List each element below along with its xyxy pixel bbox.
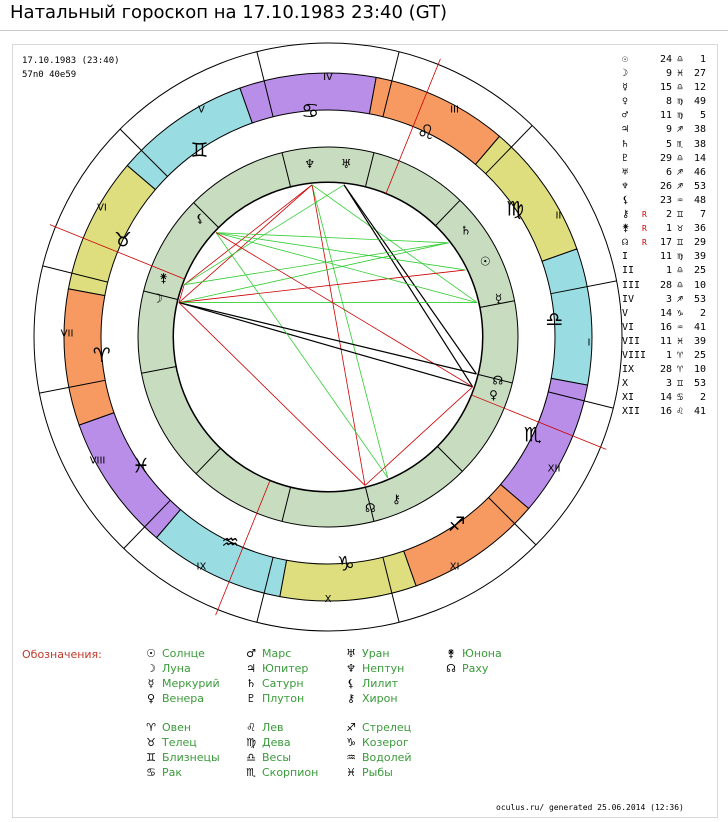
planet-glyph: ♆ [304,156,316,171]
legend-label: Сатурн [262,677,304,690]
position-degree: 3 [665,293,672,305]
position-minute: 53 [693,180,706,192]
position-row [622,377,706,391]
position-minute: 38 [693,138,706,150]
legend-item [340,677,398,690]
zodiac-sign-glyph: ♌ [416,120,435,145]
position-degree: 6 [665,166,672,178]
position-body: ♇ [622,152,629,164]
position-body: ⚵ [622,223,630,235]
legend-glyph: ☊ [446,662,456,675]
position-sign: ♓ [676,335,684,347]
position-degree: 28 [659,279,672,291]
position-body: XII [622,406,641,418]
legend-glyph: ♏ [246,766,256,779]
zodiac-sign-glyph: ♏ [523,422,542,447]
legend-glyph: ♄ [246,677,256,690]
position-minute: 39 [693,335,706,347]
legend-label: Хирон [362,692,398,705]
planet-glyph: ☊ [365,500,376,515]
legend-label: Уран [362,647,390,660]
zodiac-sign-glyph: ♍ [506,196,525,221]
retrograde-mark: R [642,224,647,234]
position-degree: 9 [665,68,672,80]
house-numeral: XI [449,561,460,573]
position-minute: 14 [693,152,706,164]
legend-item [240,677,304,690]
legend-item [340,766,393,779]
house-numeral: IV [323,72,333,83]
legend-label: Телец [162,736,197,749]
house-numeral: II [555,210,562,222]
position-degree: 11 [659,110,672,122]
legend-label: Раху [462,662,489,675]
legend-label: Близнецы [162,751,220,764]
legend-glyph: ⚸ [346,677,356,690]
position-row [622,293,706,307]
aspect-area [174,183,483,492]
position-minute: 25 [693,349,706,361]
zodiac-sign-glyph: ♈ [92,342,111,367]
legend-label: Венера [162,692,204,705]
legend-item [140,751,220,764]
legend-item [240,692,304,705]
position-body: ♅ [622,166,629,178]
position-sign: ♉ [676,223,684,235]
legend-item [340,736,409,749]
position-row [622,222,706,236]
legend-item [140,736,197,749]
position-row [622,180,706,194]
legend-label: Марс [262,647,292,660]
position-row [622,349,706,363]
zodiac-sign-glyph: ♓ [131,453,150,478]
position-sign: ♈ [676,349,684,361]
position-sign: ♎ [676,152,684,164]
position-row [622,236,706,250]
footer-generated: oculus.ru/ generated 25.06.2014 (12:36) [496,803,684,812]
position-row [622,67,706,81]
zodiac-sign-glyph: ♊ [190,137,209,162]
legend-label: Луна [162,662,191,675]
legend-item [140,766,182,779]
legend-item [140,677,220,690]
planet-glyph: ⚸ [195,211,205,226]
legend-label: Меркурий [162,677,220,690]
position-degree: 17 [659,237,672,249]
position-row [622,335,706,349]
house-numeral: III [450,104,459,116]
position-minute: 29 [693,237,706,249]
position-body: ♄ [622,138,629,150]
position-degree: 1 [665,223,672,235]
legend-glyph: ♋ [146,766,156,779]
legend-label: Дева [262,736,291,749]
position-body: VI [622,321,635,333]
position-body: ⚷ [622,209,630,221]
legend-label: Юпитер [262,662,309,675]
legend-label: Водолей [362,751,412,764]
position-sign: ♋ [676,392,684,404]
legend-label: Плутон [262,692,305,705]
house-numeral: V [198,104,205,116]
zodiac-sign-glyph: ♒ [221,529,240,554]
house-numeral: IX [196,561,207,573]
retrograde-mark: R [642,238,647,248]
legend-glyph: ♉ [146,736,156,749]
position-minute: 12 [693,82,706,94]
zodiac-sign-glyph: ♑ [336,551,355,576]
position-degree: 28 [659,364,672,376]
legend-label: Рак [162,766,183,779]
position-body: II [622,265,635,277]
position-degree: 23 [659,194,672,206]
position-minute: 5 [699,110,706,122]
position-minute: 41 [693,406,706,418]
position-minute: 1 [699,54,706,65]
legend-label: Козерог [362,736,409,749]
legend-item [440,662,488,675]
position-minute: 53 [693,293,706,305]
position-body: III [622,279,641,291]
position-minute: 49 [693,96,706,108]
legend-item [140,662,191,675]
position-row [622,363,706,377]
page-title: Натальный гороскоп на 17.10.1983 23:40 (GT) [10,2,448,23]
legend-label: Скорпион [262,766,319,779]
legend-item [240,766,318,779]
position-sign: ♈ [676,364,684,376]
position-sign: ♒ [676,321,684,333]
house-numeral: X [324,594,332,605]
legend-label: Нептун [362,662,405,675]
position-sign: ♎ [676,279,684,291]
chart-coordinates: 57n0 40e59 [22,70,77,80]
position-body: X [622,378,629,390]
position-row [622,307,706,321]
position-minute: 36 [693,223,706,235]
position-row [622,152,706,166]
zodiac-sign-glyph: ♎ [545,307,564,332]
legend-item [240,647,291,660]
legend-label: Овен [162,721,192,734]
legend-glyph: ☿ [147,677,155,690]
position-degree: 29 [659,152,672,164]
position-degree: 2 [665,209,672,221]
legend-item [140,692,204,705]
legend-item [240,721,284,734]
position-sign: ♎ [676,54,684,65]
position-row [622,109,706,123]
position-body: ☽ [622,68,629,80]
chart-date-time: 17.10.1983 (23:40) [22,56,120,66]
house-numeral: I [587,337,591,349]
position-body: ⚸ [622,194,630,206]
legend-item [140,721,191,734]
legend-item [340,692,398,705]
position-row [622,123,706,137]
position-body: I [622,251,629,263]
legend-label: Стрелец [362,721,412,734]
position-body: ♂ [622,110,629,122]
planet-glyph: ⚷ [391,492,401,507]
position-row [622,391,706,405]
retrograde-mark: R [642,210,647,220]
position-sign: ♎ [676,265,684,277]
position-body: ☊ [622,237,629,249]
position-sign: ♍ [676,251,684,263]
position-sign: ♓ [676,68,684,80]
position-sign: ♊ [676,209,684,221]
legend-glyph: ☉ [146,647,156,660]
legend-glyph: ⚷ [346,692,356,705]
position-body: ♀ [622,96,629,108]
position-degree: 14 [659,307,672,319]
legend-item [140,647,205,660]
zodiac-sign-glyph: ♐ [447,512,466,537]
position-body: VII [622,335,641,347]
position-sign: ♐ [676,124,684,136]
legend-item [340,751,412,764]
legend-label: Рыбы [362,766,393,779]
legend-glyph: ♊ [146,751,156,764]
legend-glyph: ♂ [246,647,256,660]
legend-glyph: ♇ [246,692,256,705]
position-row [622,166,706,180]
legend-glyph: ♅ [346,647,356,660]
position-degree: 16 [659,321,672,333]
legend-title: Обозначения: [22,648,102,661]
house-numeral: VIII [89,455,106,467]
position-row [622,194,706,208]
position-minute: 38 [693,124,706,136]
legend-glyph: ♑ [346,736,356,749]
position-minute: 53 [693,378,706,390]
position-minute: 2 [699,307,706,319]
planet-glyph: ♄ [460,223,472,238]
position-minute: 10 [693,279,706,291]
position-minute: 10 [693,364,706,376]
position-degree: 5 [665,138,672,150]
legend-glyph: ♐ [346,721,356,734]
positions-table [622,53,706,419]
position-body: ♃ [622,124,629,136]
legend-item [240,736,291,749]
position-degree: 24 [659,54,672,65]
position-degree: 14 [659,392,672,404]
position-body: IV [622,293,635,305]
position-body: ☉ [622,54,629,65]
house-numeral: VII [60,328,74,340]
position-row [622,264,706,278]
position-sign: ♐ [676,180,684,192]
position-sign: ♏ [676,138,684,150]
position-row [622,279,706,293]
legend-glyph: ♃ [246,662,256,675]
legend-label: Юнона [462,647,502,660]
position-body: ☿ [622,82,629,94]
position-degree: 11 [659,251,672,263]
position-row [622,250,706,264]
position-body: IX [622,364,635,376]
position-row [622,138,706,152]
legend-glyph: ♎ [246,751,256,764]
house-numeral: XII [547,463,561,475]
legend-glyph: ♍ [246,736,256,749]
planet-glyph: ♅ [340,156,352,171]
position-degree: 1 [665,265,672,277]
position-minute: 48 [693,194,706,206]
position-minute: 25 [693,265,706,277]
legend-item [440,647,502,660]
planet-glyph: ☉ [479,254,491,269]
position-degree: 15 [659,82,672,94]
position-body: V [622,307,629,319]
legend-item [340,662,404,675]
position-minute: 27 [693,68,706,80]
position-minute: 46 [693,166,706,178]
position-row [622,53,706,67]
legend-glyph: ☽ [146,662,156,675]
legend-label: Весы [262,751,292,764]
position-sign: ♎ [676,82,684,94]
zodiac-sign-glyph: ♋ [301,98,320,123]
position-sign: ♊ [676,237,684,249]
legend-item [240,751,291,764]
planet-glyph: ☽ [152,291,163,306]
position-row [622,405,706,419]
position-minute: 39 [693,251,706,263]
legend-item [340,647,390,660]
position-degree: 11 [659,335,672,347]
chart-info [22,54,120,82]
position-sign: ♊ [676,378,684,390]
legend-glyph: ♒ [346,751,356,764]
legend-glyph: ♓ [346,766,356,779]
position-degree: 1 [665,349,672,361]
position-degree: 9 [665,124,672,136]
planet-glyph: ♀ [489,387,498,402]
legend-item [340,721,411,734]
position-degree: 3 [665,378,672,390]
legend-label: Лев [262,721,284,734]
zodiac-sign-glyph: ♉ [114,227,133,252]
legend-glyph: ♀ [146,692,156,705]
position-sign: ♌ [676,406,684,418]
legend-glyph: ♌ [246,721,256,734]
position-sign: ♑ [676,307,684,319]
position-body: ♆ [622,180,629,192]
position-sign: ♒ [676,194,684,206]
position-minute: 7 [699,209,706,221]
planet-glyph: ☿ [494,291,503,306]
legend-label: Солнце [162,647,205,660]
position-minute: 2 [699,392,706,404]
legend-glyph: ♈ [146,721,156,734]
position-degree: 16 [659,406,672,418]
position-body: XI [622,392,635,404]
position-sign: ♍ [676,110,684,122]
position-minute: 41 [693,321,706,333]
legend-glyph: ⚵ [446,647,456,660]
position-sign: ♐ [676,293,684,305]
position-row [622,81,706,95]
planet-glyph: ☊ [492,373,504,388]
position-row [622,208,706,222]
legend-label: Лилит [362,677,399,690]
position-row [622,95,706,109]
position-sign: ♐ [676,166,684,178]
legend-item [240,662,308,675]
planet-glyph: ⚵ [159,271,168,286]
position-degree: 8 [665,96,672,108]
legend-glyph: ♆ [346,662,356,675]
position-degree: 26 [659,180,672,192]
house-numeral: VI [97,202,107,214]
position-row [622,321,706,335]
position-sign: ♍ [676,96,684,108]
position-body: VIII [622,349,647,361]
